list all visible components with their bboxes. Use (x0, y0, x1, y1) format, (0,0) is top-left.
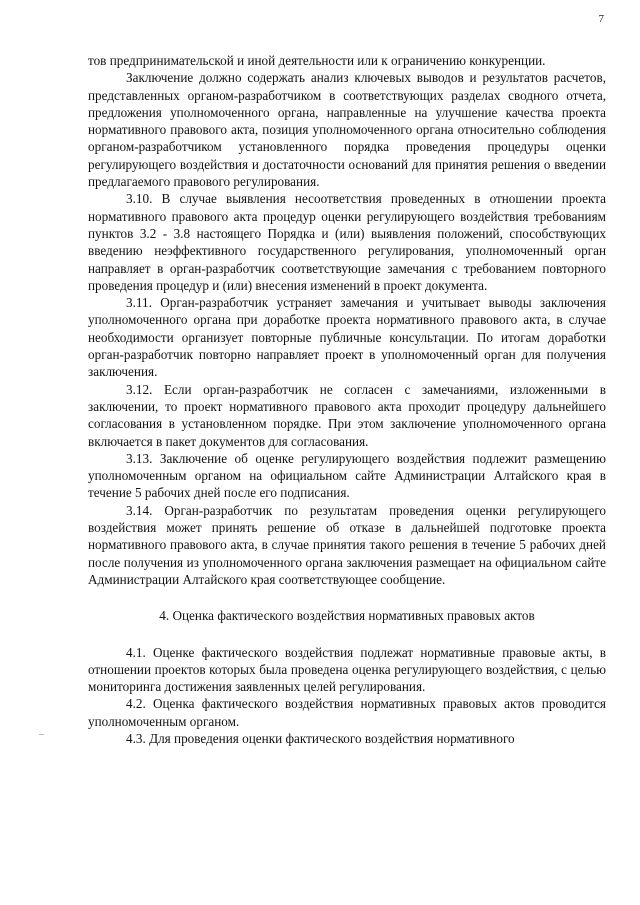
paragraph-4-3: 4.3. Для проведения оценки фактического воздействия нормативного (126, 730, 515, 746)
section-4-heading: 4. Оценка фактического воздействия нормативных правовых актов (159, 608, 535, 624)
paragraph-3-12: 3.12. Если орган-разработчик не согласен с замечаниями, изложенными в заключении, то проект нормативного правового акта проходит процедуру дальнейшего согласования в установленном порядке. При этом заключение уполномоченного органа включается в пакет документов для согласования. (88, 381, 606, 449)
paragraph-4-1: 4.1. Оценке фактического воздействия подлежат нормативные правовые акты, в отношении проектов которых была проведена оценка регулирующего воздействия, с целью мониторинга достижения заявленных целей регулирования. (88, 644, 606, 695)
document-body (88, 52, 606, 747)
paragraph-conclusion-content: Заключение должно содержать анализ ключевых выводов и результатов расчетов, представленных органом-разработчиком в соответствующих разделах сводного отчета, предложения уполномоченного органа, направленные на улучшение качества проекта нормативного правового акта, позиция уполномоченного органа относительно соблюдения органом-разработчиком установленного порядка проведения процедуры оценки регулирующего воздействия и достаточности оснований для принятия решения о введении предлагаемого правового регулирования. (88, 70, 606, 190)
paragraph-4-2: 4.2. Оценка фактического воздействия нормативных правовых актов проводится уполномоченным органом. (88, 696, 606, 729)
paragraph-continuation: тов предпринимательской и иной деятельности или к ограничению конкуренции. (88, 53, 546, 68)
paragraph-3-11: 3.11. Орган-разработчик устраняет замечания и учитывает выводы заключения уполномоченного органа при доработке проекта нормативного правового акта, в случае необходимости организует повторные публичные консультации. По итогам доработки орган-разработчик повторно направляет проект в уполномоченный орган для получения заключения. (88, 295, 606, 380)
paragraph-3-13: 3.13. Заключение об оценке регулирующего воздействия подлежит размещению уполномоченным органом на официальном сайте Администрации Алтайского края в течение 5 рабочих дней после его подписания. (88, 450, 606, 501)
page-number: 7 (598, 13, 604, 25)
paragraph-3-10: 3.10. В случае выявления несоответствия проведенных в отношении проекта нормативного правового акта процедур оценки регулирующего воздействия требованиям пунктов 3.2 - 3.8 настоящего Порядка и (или) выявления положений, способствующих введению неэффективного государственного регулирования, уполномоченный орган направляет в орган-разработчик соответствующие замечания с требованием повторного проведения процедур и (или) внесения изменений в проект документа. (88, 191, 606, 293)
paragraph-3-14: 3.14. Орган-разработчик по результатам проведения оценки регулирующего воздействия может принять решение об отказе в дальнейшей подготовке проекта нормативного правового акта, в случае принятия такого решения в течение 5 рабочих дней после получения из уполномоченного органа заключения размещает на официальном сайте Администрации Алтайского края соответствующее сообщение. (88, 502, 606, 587)
margin-mark (39, 734, 44, 735)
